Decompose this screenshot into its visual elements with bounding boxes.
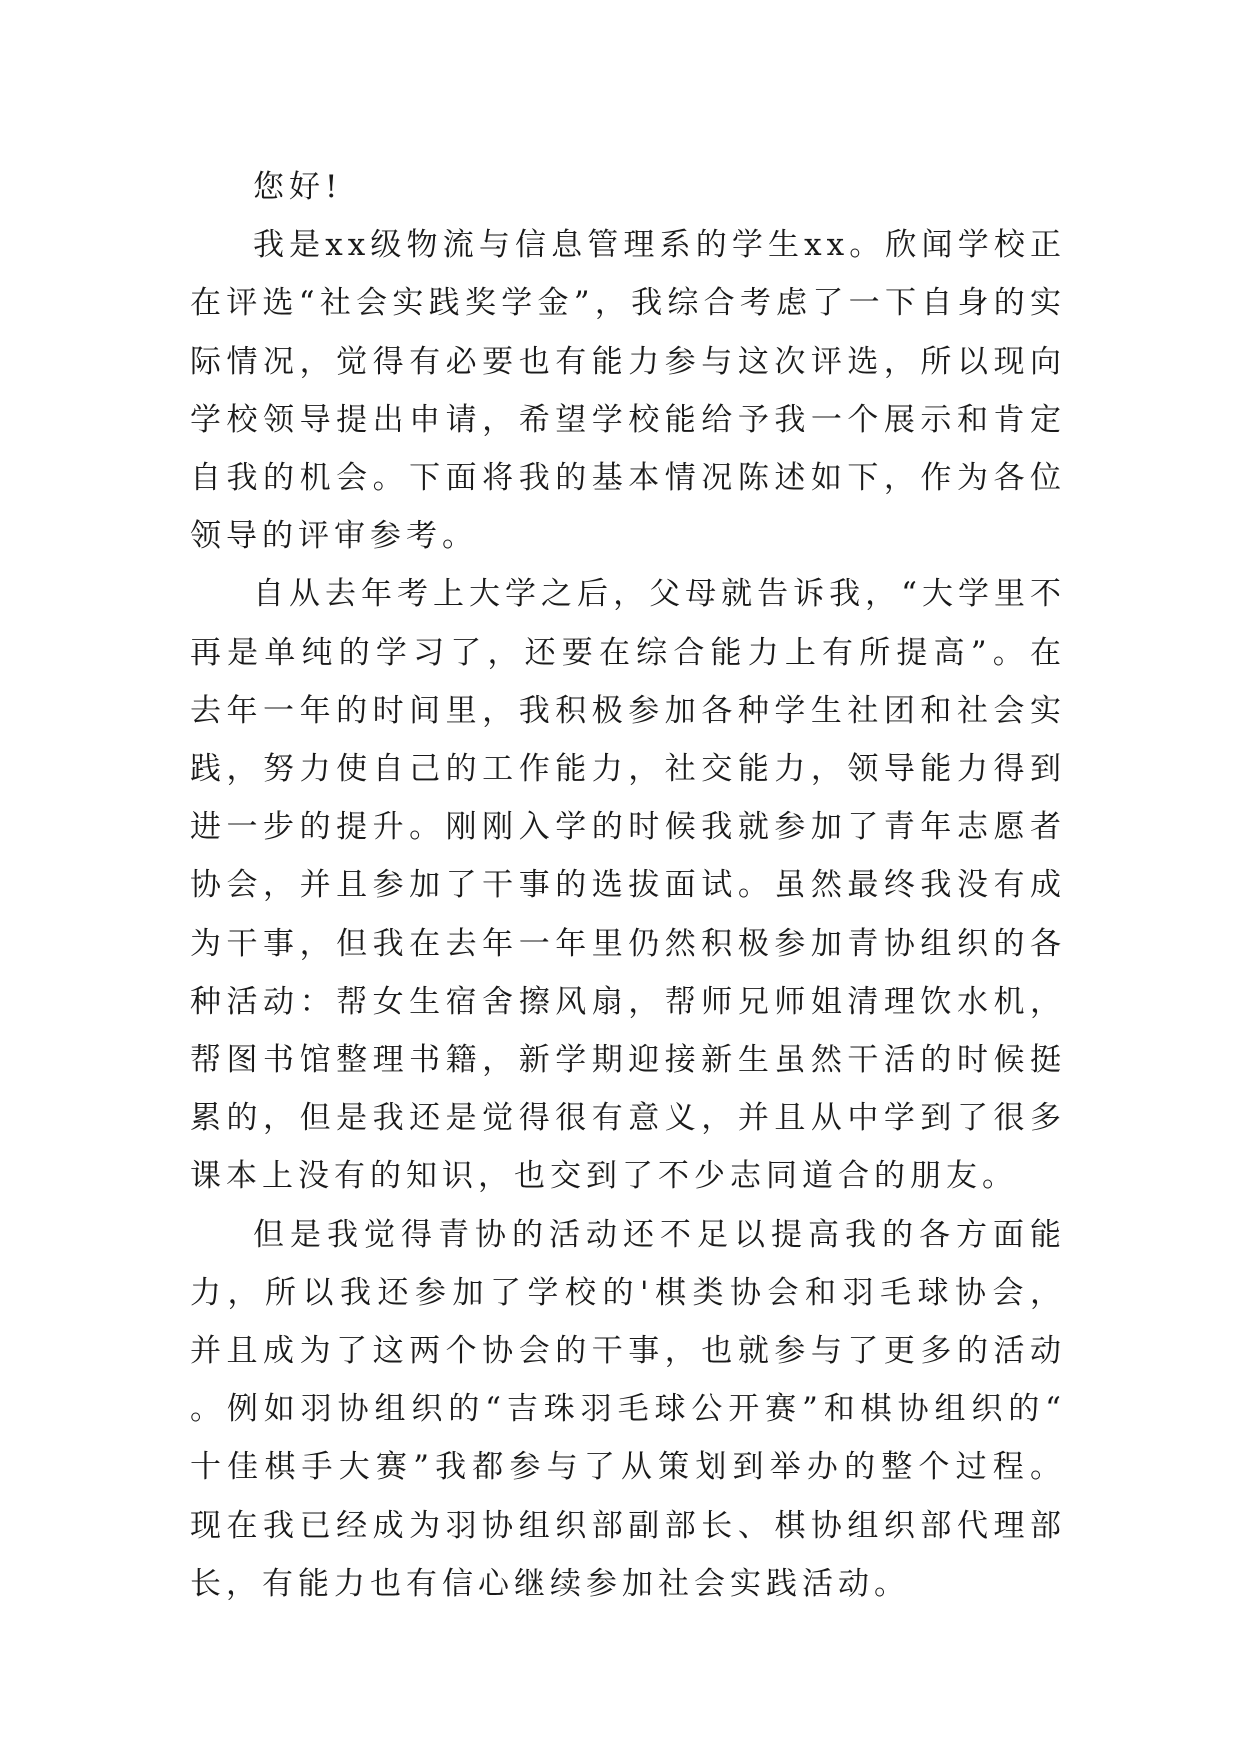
paragraph-experience: 自从去年考上大学之后，父母就告诉我，“大学里不再是单纯的学习了，还要在综合能力上有所提高”。在去年一年的时间里，我积极参加各种学生社团和社会实践，努力使自己的工作能力，社交能力，领导能力得到进一步的提升。刚刚入学的时候我就参加了青年志愿者协会，并且参加了干事的选拔面试。虽然最终我没有成为干事，但我在去年一年里仍然积极参加青协组织的各种活动：帮女生宿舍擦风扇，帮师兄师姐清理饮水机，帮图书馆整理书籍，新学期迎接新生虽然干活的时候挺累的，但是我还是觉得很有意义，并且从中学到了很多课本上没有的知识，也交到了不少志同道合的朋友。 (190, 576, 1066, 1195)
paragraph-clubs: 但是我觉得青协的活动还不足以提高我的各方面能力，所以我还参加了学校的'棋类协会和羽毛球协会，并且成为了这两个协会的干事，也就参与了更多的活动。例如羽协组织的“吉珠羽毛球公开赛”和棋协组织的“十佳棋手大赛”我都参与了从策划到举办的整个过程。现在我已经成为羽协组织部副部长、棋协组织部代理部长，有能力也有信心继续参加社会实践活动。 (190, 1216, 1066, 1602)
letter-body (190, 158, 1066, 1613)
paragraph-intro: 我是xx级物流与信息管理系的学生xx。欣闻学校正在评选“社会实践奖学金”，我综合考虑了一下自身的实际情况，觉得有必要也有能力参与这次评选，所以现向学校领导提出申请，希望学校能给予我一个展示和肯定自我的机会。下面将我的基本情况陈述如下，作为各位领导的评审参考。 (190, 227, 1066, 555)
greeting: 您好! (253, 169, 343, 205)
